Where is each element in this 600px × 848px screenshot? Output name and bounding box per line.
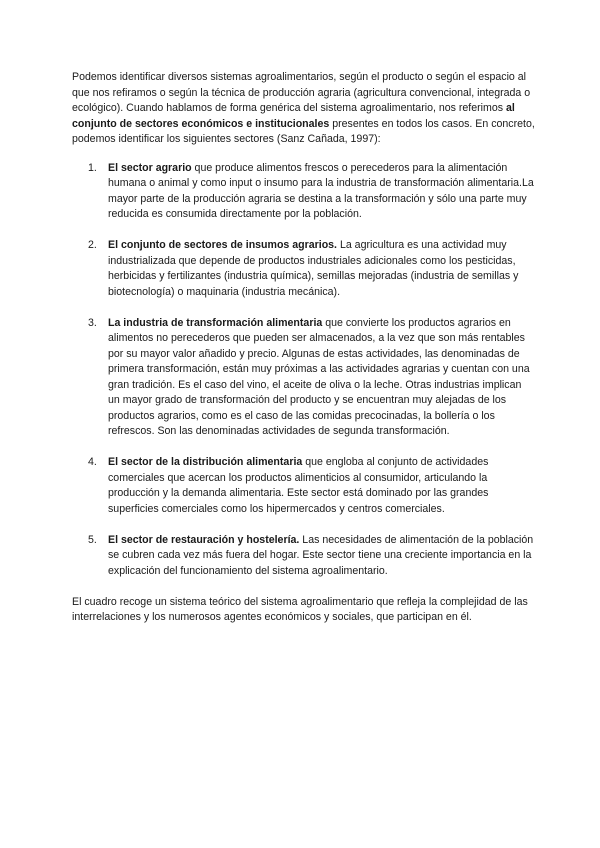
sector-text: Las necesidades de alimentación de la población se cubren cada vez más fuera del hogar. Este sector tiene una creciente importancia en la explicación del funcionamiento del sistema agroalimentario. xyxy=(108,533,534,577)
intro-text: Podemos identificar diversos sistemas agroalimentarios, según el producto o según el espacio al que nos refiramos o según la técnica de producción agraria (agricultura convencional, integrada o ecológico). Cuando hablamos de forma genérica del sistema agroalimentario, nos referimos xyxy=(72,71,531,114)
document-page xyxy=(72,70,536,626)
intro-bold-text: al conjunto de sectores económicos e institucionales xyxy=(72,102,515,130)
list-number: 4. xyxy=(88,456,97,468)
sector-item-insumos xyxy=(72,238,536,300)
intro-paragraph xyxy=(72,70,536,148)
sector-title: El sector de la distribución alimentaria xyxy=(108,456,303,468)
sector-title: El sector agrario xyxy=(108,161,192,174)
sector-text: que produce alimentos frescos o perecederos para la alimentación humana o animal y como input o insumo para la industria de transformación alimentaria.La mayor parte de la producción agraria se destina a la transformación y sólo una parte muy reducida es consumida directamente por la población. xyxy=(108,161,534,220)
closing-paragraph: El cuadro recoge un sistema teórico del sistema agroalimentario que refleja la complejidad de las interrelaciones y los numerosos agentes económicos y sociales, que participan en él. xyxy=(72,595,528,623)
list-number: 1. xyxy=(88,161,97,174)
list-number: 2. xyxy=(88,239,97,251)
list-number: 5. xyxy=(88,533,97,546)
sector-item-distribucion xyxy=(72,455,536,517)
sector-text: que engloba al conjunto de actividades comerciales que acercan los productos alimenticios al consumidor, articulando la producción y la demanda alimentaria. Este sector está dominado por las grandes superficies comerciales como los hipermercados y centros comerciales. xyxy=(108,456,489,515)
sector-item-agrario xyxy=(72,161,536,223)
sector-text: que convierte los productos agrarios en alimentos no perecederos que pueden ser almacenados, a la vez que son más rentables por su mayor valor añadido y precio. Algunas de estas actividades, las denominadas de primera transformación, están muy próximas a las actividades agrarias y cuentan con una gran tradición. Es el caso del vino, el aceite de oliva o la leche. Otras industrias implican un mayor grado de transformación del producto y se encuentran muy alejadas de los productos agrarios, como es el caso de las comidas precocinadas, la bollería o los refrescos. Son las denominadas actividades de segunda transformación. xyxy=(108,316,530,437)
intro-text-end: presentes en todos los casos. En concreto, podemos identificar los siguientes sectores (Sanz Cañada, 1997): xyxy=(72,117,535,145)
sector-text: La agricultura es una actividad muy industrializada que depende de productos industriales adicionales como los pesticidas, herbicidas y fertilizantes (industria química), semillas mejoradas (industria de semillas y biotecnología) o maquinaria (industria mecánica). xyxy=(108,239,519,298)
sector-item-restauracion xyxy=(72,533,536,580)
sector-title: El sector de restauración y hostelería. xyxy=(108,533,300,546)
sector-item-industria xyxy=(72,316,536,440)
list-number: 3. xyxy=(88,316,97,329)
sector-title: El conjunto de sectores de insumos agrarios. xyxy=(108,239,338,251)
sector-list xyxy=(72,161,536,580)
sector-title: La industria de transformación alimentaria xyxy=(108,316,323,329)
